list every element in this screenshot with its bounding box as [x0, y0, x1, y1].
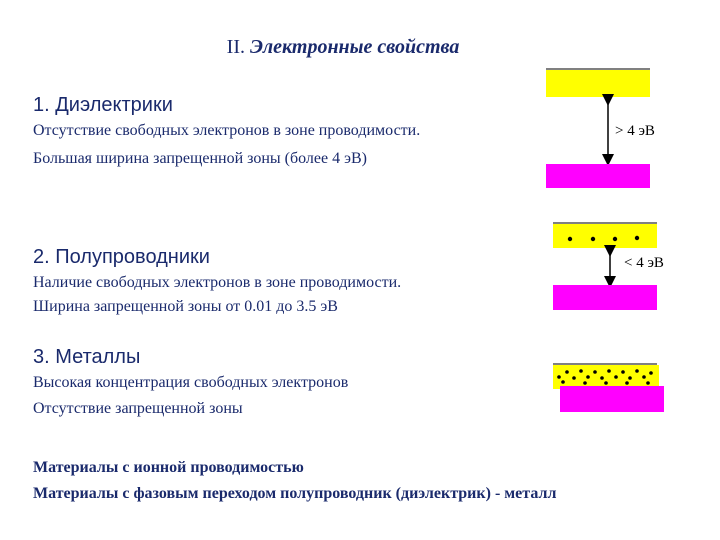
section-dielectrics-line-1: Отсутствие свободных электронов в зоне проводимости. — [33, 122, 421, 139]
electron-dot — [568, 237, 572, 241]
section-semiconductors-heading: 2. Полупроводники — [33, 246, 210, 268]
electron-dot — [591, 237, 595, 241]
footer-line-1: Материалы с ионной проводимостью — [33, 459, 304, 476]
section-metals-heading: 3. Металлы — [33, 346, 141, 368]
footer-line-2: Материалы с фазовым переходом полупроводник (диэлектрик) - металл — [33, 485, 557, 502]
section-semiconductors-line-1: Наличие свободных электронов в зоне проводимости. — [33, 274, 402, 291]
section-metals-line-2: Отсутствие запрещенной зоны — [33, 400, 243, 417]
semiconductor-valence-band — [553, 285, 657, 310]
dielectric-valence-band — [546, 164, 650, 188]
metal-band-diagram — [553, 364, 664, 412]
semiconductor-gap-label: < 4 эВ — [624, 255, 664, 271]
section-dielectrics-heading: 1. Диэлектрики — [33, 94, 173, 116]
electron-dot — [635, 236, 639, 240]
section-metals-line-1: Высокая концентрация свободных электронов — [33, 374, 349, 391]
dielectric-gap-label: > 4 эВ — [615, 123, 655, 139]
metal-valence-band — [560, 386, 664, 412]
title-prefix: II. — [226, 36, 245, 58]
title-main: Электронные свойства — [250, 36, 460, 58]
dielectric-conduction-band — [546, 70, 650, 97]
section-dielectrics-line-2: Большая ширина запрещенной зоны (более 4 эВ) — [33, 150, 367, 167]
semiconductor-conduction-band — [553, 224, 657, 248]
electron-dot — [613, 237, 617, 241]
section-semiconductors-line-2: Ширина запрещенной зоны от 0.01 до 3.5 эВ — [33, 298, 338, 315]
